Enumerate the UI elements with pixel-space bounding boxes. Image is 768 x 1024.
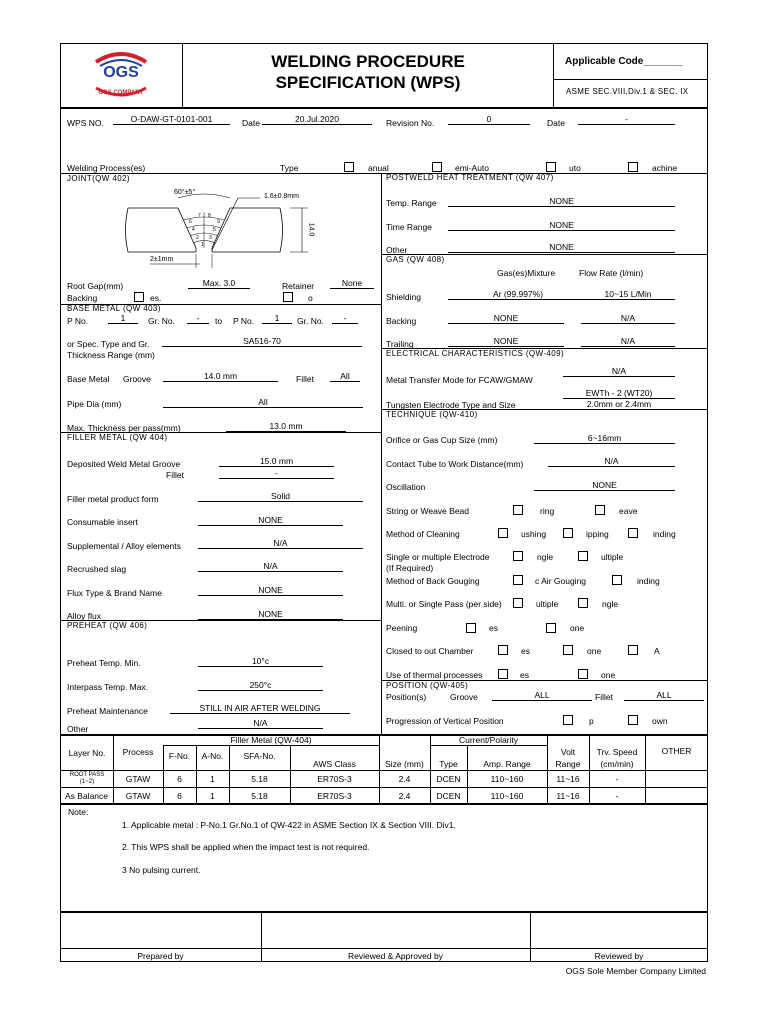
thermal-yes-option: es — [520, 670, 529, 680]
brushing-checkbox[interactable] — [498, 528, 508, 538]
table-cell: DCEN — [436, 774, 461, 784]
pwht-time-label: Time Range — [386, 222, 432, 232]
oscillation-field[interactable]: NONE — [534, 480, 675, 491]
alloy-flux-field[interactable]: NONE — [198, 609, 343, 620]
contact-tube-label: Contact Tube to Work Distance(mm) — [386, 459, 524, 469]
fillet-field[interactable]: All — [330, 371, 360, 382]
shielding-flow-field[interactable]: 10~15 L/Min — [581, 289, 675, 300]
table-cell: ER70S-3 — [317, 774, 352, 784]
chamber-none-checkbox[interactable] — [563, 645, 573, 655]
pwht-header: POSTWELD HEAT TREATMENT (QW 407) — [386, 173, 554, 182]
col-f-no: F-No. — [168, 751, 191, 761]
backing-no-option: o — [308, 293, 313, 303]
date2-field[interactable]: - — [578, 114, 675, 125]
p-no-field[interactable]: 1 — [108, 313, 138, 324]
p-no2-field[interactable]: 1 — [262, 313, 292, 324]
electrode-label: Single or multiple Electrode — [386, 552, 490, 562]
to-label: to — [215, 316, 223, 326]
trailing-flow-field[interactable]: N/A — [581, 336, 675, 347]
backing-no-checkbox[interactable] — [283, 292, 293, 302]
orifice-label: Orifice or Gas Cup Size (mm) — [386, 435, 498, 445]
base-metal-header: BASE METAL (QW 403) — [67, 304, 161, 313]
semi-auto-option: emi-Auto — [455, 163, 490, 173]
col-amp-range: Amp. Range — [483, 759, 531, 769]
root-gap-label: Root Gap(mm) — [67, 281, 124, 291]
reviewed-by-label: Reviewed by — [594, 951, 644, 961]
pass-label: 3 — [209, 235, 212, 241]
table-cell: 11~16 — [556, 774, 580, 784]
gouging-grinding-option: inding — [637, 576, 660, 586]
chamber-yes-checkbox[interactable] — [498, 645, 508, 655]
applicable-code-value: ASME SEC.VIII,Div.1 & SEC. IX — [566, 87, 689, 96]
col-layer-no: Layer No. — [68, 748, 106, 758]
wps-no-field[interactable]: O-DAW-GT-0101-001 — [113, 114, 230, 125]
trailing-label: Trailing — [386, 339, 414, 349]
col-aws-class: AWS Class — [313, 759, 356, 769]
backing-yes-checkbox[interactable] — [134, 292, 144, 302]
preheat-maintenance-field[interactable]: STILL IN AIR AFTER WELDING — [170, 703, 350, 714]
technique-header: TECHNIQUE (QW-410) — [386, 410, 478, 419]
single-electrode-option: ngle — [537, 552, 554, 562]
chamber-yes-option: es — [521, 646, 530, 656]
deposited-groove-field[interactable]: 15.0 mm — [219, 456, 334, 467]
uphill-checkbox[interactable] — [563, 715, 573, 725]
brushing-option: ushing — [521, 529, 547, 539]
peening-yes-checkbox[interactable] — [466, 623, 476, 633]
backing-label: Backing — [67, 293, 98, 303]
deposited-metal-label: Deposited Weld Metal Groove — [67, 459, 181, 469]
table-cell: ROOT PASS (1~2) — [69, 772, 105, 785]
table-cell: 11~16 — [556, 791, 580, 801]
pwht-time-field[interactable]: NONE — [448, 220, 675, 231]
product-form-field[interactable]: Solid — [198, 491, 363, 502]
table-cell: 1 — [210, 791, 215, 801]
table-cell: 6 — [177, 791, 182, 801]
table-cell: 110~160 — [490, 791, 524, 801]
transfer-mode-label: Metal Transfer Mode for FCAW/GMAW — [386, 375, 533, 385]
thickness-range-label: Thickness Range (mm) — [67, 350, 155, 360]
transfer-mode-field[interactable]: N/A — [563, 366, 675, 377]
col-other: OTHER — [661, 746, 692, 756]
consumable-insert-field[interactable]: NONE — [198, 515, 343, 526]
table-cell: GTAW — [125, 791, 151, 801]
recrushed-slag-label: Recrushed slag — [67, 564, 127, 574]
pwht-temp-field[interactable]: NONE — [448, 196, 675, 207]
table-cell: DCEN — [436, 791, 461, 801]
retainer-field[interactable]: None — [330, 278, 374, 289]
applicable-code-label: Applicable Code_______ — [565, 56, 683, 67]
fillet-label: Fillet — [296, 374, 314, 384]
joint-angle: 60°±5° — [174, 189, 196, 196]
pass-label: 6 — [189, 219, 192, 225]
back-gouging-label: Method of Back Gouging — [386, 576, 480, 586]
backing-flow-field[interactable]: N/A — [581, 313, 675, 324]
joint-header: JOINT(QW 402) — [67, 174, 130, 183]
gr-no2-label: Gr. No. — [297, 316, 324, 326]
date2-label: Date — [547, 118, 565, 128]
doc-title-line2: SPECIFICATION (WPS) — [275, 73, 461, 92]
date-field[interactable]: 20.Jul.2020 — [262, 114, 372, 125]
pwht-other-label: Other — [386, 245, 408, 255]
gr-no2-field[interactable]: - — [332, 313, 358, 324]
chamber-none-option: one — [587, 646, 602, 656]
backing-gas-field[interactable]: NONE — [448, 313, 564, 324]
position-groove-label: Groove — [450, 692, 478, 702]
root-gap-field[interactable]: Max. 3.0 — [188, 278, 250, 289]
thermal-none-checkbox[interactable] — [578, 669, 588, 679]
backing-yes-option: es. — [150, 293, 162, 303]
weave-option: eave — [619, 506, 638, 516]
pipe-dia-field[interactable]: All — [163, 397, 363, 408]
logo-subtext: OGS COMPANY — [98, 90, 144, 96]
logo-text: OGS — [103, 64, 139, 81]
joint-root-face: 2±1mm — [150, 256, 174, 263]
downhill-checkbox[interactable] — [628, 715, 638, 725]
multiple-electrode-option: ultiple — [601, 552, 624, 562]
tungsten-size-field[interactable]: 2.0mm or 2.4mm — [586, 399, 652, 409]
prepared-by-label: Prepared by — [137, 951, 184, 961]
stringer-checkbox[interactable] — [513, 505, 523, 515]
product-form-label: Filler metal product form — [67, 494, 159, 504]
manual-option: anual — [368, 163, 389, 173]
pass-label: 8 — [208, 213, 211, 219]
grinding-checkbox[interactable] — [628, 528, 638, 538]
gas-backing-label: Backing — [386, 316, 417, 326]
orifice-field[interactable]: 6~16mm — [534, 433, 675, 444]
multiple-electrode-checkbox[interactable] — [578, 551, 588, 561]
machine-checkbox[interactable] — [628, 162, 638, 172]
gas-flow-col: Flow Rate (l/min) — [579, 268, 644, 278]
col-volt-range: Volt Range — [555, 747, 581, 769]
pass-type-label: Multi. or Single Pass (per side) — [386, 599, 502, 609]
table-cell: ER70S-3 — [317, 791, 352, 801]
deposited-fillet-label: Fillet — [166, 470, 184, 480]
semi-auto-checkbox[interactable] — [432, 162, 442, 172]
gas-header: GAS (QW 408) — [386, 255, 445, 264]
note-item: 3 No pulsing current. — [122, 865, 201, 875]
trailing-gas-field[interactable]: NONE — [448, 336, 564, 347]
table-cell: 6 — [177, 774, 182, 784]
progression-label: Progression of Vertical Position — [386, 716, 504, 726]
downhill-option: own — [652, 716, 668, 726]
doc-title-line1: WELDING PROCEDURE — [271, 52, 465, 71]
position-fillet-field[interactable]: ALL — [624, 690, 704, 701]
positions-label: Position(s) — [386, 692, 427, 702]
position-groove-field[interactable]: ALL — [492, 690, 592, 701]
flux-type-field[interactable]: NONE — [198, 585, 343, 596]
peening-yes-option: es — [489, 623, 498, 633]
col-size: Size (mm) — [385, 759, 424, 769]
consumable-insert-label: Consumable insert — [67, 517, 138, 527]
wps-no-label: WPS NO. — [67, 118, 104, 128]
shielding-label: Shielding — [386, 292, 421, 302]
groove-label: Groove — [123, 374, 151, 384]
thermal-processes-label: Use of thermal processes — [386, 670, 483, 680]
chamber-na-option: A — [654, 646, 660, 656]
machine-option: achine — [652, 163, 678, 173]
supplemental-label: Supplemental / Alloy elements — [67, 541, 181, 551]
shielding-gas-field[interactable]: Ar (99.997%) — [448, 289, 588, 300]
groove-field[interactable]: 14.0 mm — [163, 371, 278, 382]
table-cell: 5.18 — [251, 791, 268, 801]
chamber-label: Closed to out Chamber — [386, 646, 474, 656]
alloy-flux-label: Alloy flux — [67, 611, 102, 621]
oscillation-label: Oscillation — [386, 482, 426, 492]
pass-label: 2 — [196, 235, 199, 241]
base-metal-label: Base Metal — [67, 374, 110, 384]
welding-process-label: Welding Process(es) — [67, 163, 146, 173]
supplemental-field[interactable]: N/A — [198, 538, 363, 549]
preheat-other-label: Other — [67, 724, 89, 734]
deposited-fillet-field[interactable]: - — [219, 468, 334, 479]
table-cell: 2.4 — [398, 774, 411, 784]
filler-metal-group-header: Filler Metal (QW-404) — [230, 735, 312, 745]
peening-none-option: one — [570, 623, 585, 633]
preheat-maintenance-label: Preheat Maintenance — [67, 706, 148, 716]
table-cell: 5.18 — [251, 774, 268, 784]
arc-air-gouging-checkbox[interactable] — [513, 575, 523, 585]
chipping-option: ipping — [586, 529, 609, 539]
table-cell: 2.4 — [398, 791, 411, 801]
pipe-dia-label: Pipe Dia (mm) — [67, 399, 122, 409]
p-no-label: P No. — [67, 316, 89, 326]
table-cell: - — [615, 774, 619, 784]
position-fillet-label: Fillet — [595, 692, 613, 702]
gr-no-field[interactable]: - — [187, 313, 209, 324]
pass-label: 5 — [213, 227, 216, 233]
string-weave-label: String or Weave Bead — [386, 506, 469, 516]
p-no2-label: P No. — [233, 316, 255, 326]
note-item: 2. This WPS shall be applied when the impact test is not required. — [122, 842, 370, 852]
auto-checkbox[interactable] — [546, 162, 556, 172]
max-thickness-label: Max. Thickness per pass(mm) — [67, 423, 181, 433]
revision-label: Revision No. — [386, 118, 435, 128]
joint-sketch — [120, 190, 330, 270]
reviewed-approved-by-label: Reviewed & Approved by — [348, 951, 443, 961]
col-trv-speed: Trv. Speed (cm/min) — [596, 747, 638, 769]
spec-label: or Spec. Type and Gr. — [67, 339, 150, 349]
max-thickness-field[interactable]: 13.0 mm — [226, 421, 346, 432]
single-electrode-checkbox[interactable] — [513, 551, 523, 561]
flux-type-label: Flux Type & Brand Name — [67, 588, 162, 598]
multi-pass-option: ultiple — [536, 599, 559, 609]
current-polarity-group-header: Current/Polarity — [458, 735, 519, 745]
arc-air-gouging-option: c Air Gouging — [535, 576, 587, 586]
cleaning-label: Method of Cleaning — [386, 529, 460, 539]
pass-label: 4 — [192, 227, 195, 233]
table-cell: 110~160 — [490, 774, 524, 784]
filler-metal-header: FILLER METAL (QW 404) — [67, 433, 168, 442]
electrical-header: ELECTRICAL CHARACTERISTICS (QW-409) — [386, 349, 565, 358]
pwht-other-field[interactable]: NONE — [448, 242, 675, 253]
chamber-na-checkbox[interactable] — [628, 645, 638, 655]
col-a-no: A-No. — [201, 751, 224, 761]
interpass-label: Interpass Temp. Max. — [67, 682, 149, 692]
preheat-header: PREHEAT (QW 406) — [67, 621, 148, 630]
preheat-other-field[interactable]: N/A — [198, 718, 323, 729]
table-cell: As Balance — [65, 791, 108, 801]
notes-label: Note: — [68, 807, 89, 817]
type-label: Type — [280, 163, 299, 173]
uphill-option: p — [589, 716, 594, 726]
date-label: Date — [242, 118, 260, 128]
chipping-checkbox[interactable] — [563, 528, 573, 538]
pass-label: 7 — [198, 213, 201, 219]
peening-none-checkbox[interactable] — [546, 623, 556, 633]
contact-tube-field[interactable]: N/A — [548, 456, 675, 467]
joint-thickness: 14.0 — [307, 222, 315, 237]
retainer-label: Retainer — [282, 281, 315, 291]
auto-option: uto — [569, 163, 581, 173]
joint-gap-tolerance: 1.6±0.8mm — [264, 193, 299, 200]
pass-label: 1 — [201, 242, 204, 248]
col-process: Process — [122, 747, 154, 757]
preheat-min-label: Preheat Temp. Min. — [67, 658, 141, 668]
weave-checkbox[interactable] — [595, 505, 605, 515]
gas-mixture-col: Gas(es)Mixture — [497, 268, 556, 278]
col-type: Type — [439, 759, 458, 769]
peening-label: Peening — [386, 623, 418, 633]
single-pass-option: ngle — [602, 599, 619, 609]
gouging-grinding-checkbox[interactable] — [612, 575, 622, 585]
note-item: 1. Applicable metal : P-No.1 Gr.No.1 of QW-422 in ASME Section IX & Section VIII. Div1. — [122, 820, 456, 830]
thermal-none-option: one — [601, 670, 616, 680]
stringer-option: ring — [540, 506, 555, 516]
table-cell: GTAW — [125, 774, 151, 784]
electrode-sub-label: (If Required) — [386, 563, 434, 573]
grinding-option: inding — [653, 529, 676, 539]
gr-no-label: Gr. No. — [148, 316, 175, 326]
tungsten-type-field[interactable]: EWTh - 2 (WT20) — [563, 388, 675, 399]
preheat-min-field[interactable]: 10°c — [198, 656, 323, 667]
thermal-yes-checkbox[interactable] — [498, 669, 508, 679]
revision-field[interactable]: 0 — [448, 114, 530, 125]
company-logo — [88, 48, 154, 104]
pwht-temp-label: Temp. Range — [386, 198, 437, 208]
table-cell: - — [615, 791, 619, 801]
single-pass-checkbox[interactable] — [578, 598, 588, 608]
table-cell: 1 — [210, 774, 215, 784]
pass-label: 9 — [217, 219, 220, 225]
recrushed-slag-field[interactable]: N/A — [198, 561, 343, 572]
spec-field[interactable]: SA516-70 — [162, 336, 362, 347]
interpass-field[interactable]: 250°c — [198, 680, 323, 691]
col-sfa-no: SFA-No. — [243, 751, 276, 761]
manual-checkbox[interactable] — [344, 162, 354, 172]
tungsten-label: Tungsten Electrode Type and Size — [386, 400, 516, 410]
multi-pass-checkbox[interactable] — [513, 598, 523, 608]
position-header: POSITION (QW-405) — [386, 681, 469, 690]
company-footer: OGS Sole Member Company Limited — [565, 966, 706, 976]
